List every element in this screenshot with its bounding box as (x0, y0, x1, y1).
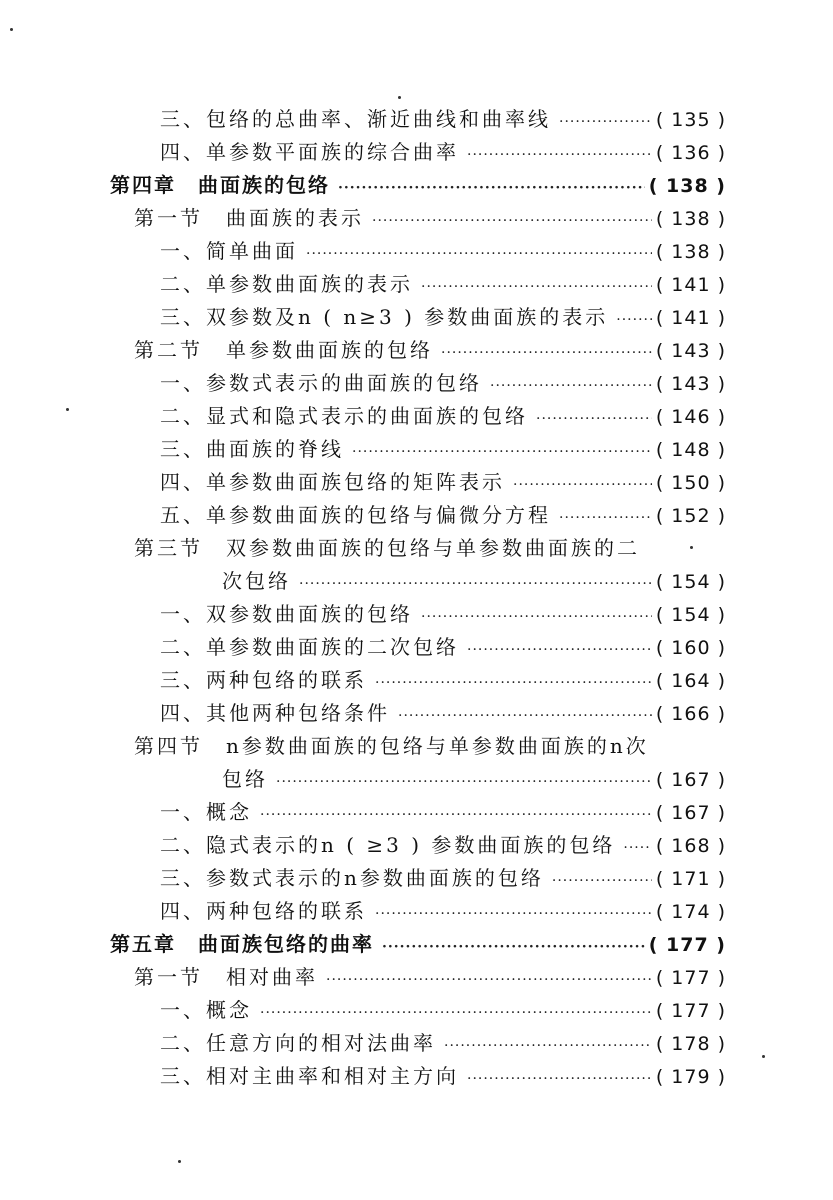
page-number: ( 178 ) (655, 1033, 726, 1055)
page-number: ( 167 ) (655, 769, 726, 791)
page-number: ( 152 ) (655, 505, 726, 527)
entry-title: 二、显式和隐式表示的曲面族的包络 (160, 404, 528, 428)
dot-leader (536, 406, 652, 432)
toc-entry (160, 1030, 726, 1059)
dot-leader (352, 439, 652, 465)
dot-leader (490, 373, 652, 399)
scan-speck (762, 1055, 765, 1058)
toc-entry (160, 139, 726, 168)
toc-section (134, 733, 726, 759)
page-number: ( 160 ) (655, 637, 726, 659)
dot-leader (276, 769, 652, 795)
entry-title: 三、曲面族的脊线 (160, 437, 344, 461)
dot-leader (467, 637, 652, 663)
page-number: ( 148 ) (655, 439, 726, 461)
entry-title: 一、概念 (160, 998, 252, 1022)
entry-title: 四、单参数曲面族包络的矩阵表示 (160, 470, 505, 494)
toc-entry (160, 271, 726, 300)
toc-entry (160, 667, 726, 696)
toc-entry (160, 700, 726, 729)
dot-leader (375, 901, 652, 927)
section-title: 次包络 (222, 569, 291, 593)
page-number: ( 150 ) (655, 472, 726, 494)
page-number: ( 143 ) (655, 340, 726, 362)
toc-section-continued (222, 568, 726, 597)
dot-leader (326, 967, 652, 993)
entry-title: 一、双参数曲面族的包络 (160, 602, 413, 626)
page-number: ( 171 ) (655, 868, 726, 890)
entry-title: 二、单参数曲面族的表示 (160, 272, 413, 296)
dot-leader (513, 472, 652, 498)
chapter-title: 第五章 曲面族包络的曲率 (110, 932, 374, 956)
page-number: ( 164 ) (655, 670, 726, 692)
dot-leader (398, 703, 652, 729)
toc-entry (160, 997, 726, 1026)
toc-entry (160, 370, 726, 399)
page-number: ( 154 ) (655, 571, 726, 593)
entry-title: 三、双参数及n ( n≥3 ) 参数曲面族的表示 (160, 305, 609, 329)
toc-entry (160, 436, 726, 465)
dot-leader (559, 109, 652, 135)
toc-entry (160, 634, 726, 663)
dot-leader (372, 208, 652, 234)
scan-speck (10, 28, 13, 31)
toc-entry (160, 799, 726, 828)
page-number: ( 146 ) (655, 406, 726, 428)
page-number: ( 135 ) (655, 109, 726, 131)
entry-title: 五、单参数曲面族的包络与偏微分方程 (160, 503, 551, 527)
entry-title: 四、单参数平面族的综合曲率 (160, 140, 459, 164)
page-number: ( 154 ) (655, 604, 726, 626)
toc-section (134, 205, 726, 234)
page-number: ( 177 ) (655, 967, 726, 989)
page-number: ( 141 ) (655, 274, 726, 296)
entry-title: 三、相对主曲率和相对主方向 (160, 1064, 459, 1088)
page-number: ( 177 ) (655, 1000, 726, 1022)
entry-title: 四、其他两种包络条件 (160, 701, 390, 725)
toc-entry (160, 1063, 726, 1092)
page-number: ( 136 ) (655, 142, 726, 164)
dot-leader (552, 868, 652, 894)
toc-entry (160, 865, 726, 894)
entry-title: 三、两种包络的联系 (160, 668, 367, 692)
toc-entry (160, 238, 726, 267)
entry-title: 一、参数式表示的曲面族的包络 (160, 371, 482, 395)
dot-leader (559, 505, 652, 531)
toc-entry (160, 502, 726, 531)
section-title: 第四节 n参数曲面族的包络与单参数曲面族的n次 (134, 734, 649, 758)
section-title: 第一节 曲面族的表示 (134, 206, 364, 230)
entry-title: 二、单参数曲面族的二次包络 (160, 635, 459, 659)
entry-title: 一、简单曲面 (160, 239, 298, 263)
toc-section (134, 535, 726, 561)
dot-leader (306, 241, 652, 267)
dot-leader (260, 1000, 652, 1026)
page-number: ( 174 ) (655, 901, 726, 923)
toc-entry (160, 304, 726, 333)
entry-title: 三、参数式表示的n参数曲面族的包络 (160, 866, 544, 890)
dot-leader (616, 307, 652, 333)
page-number: ( 138 ) (655, 208, 726, 230)
scan-speck (178, 1160, 181, 1163)
section-title: 第一节 相对曲率 (134, 965, 318, 989)
toc-entry (160, 403, 726, 432)
dot-leader (260, 802, 652, 828)
toc-entry (160, 106, 726, 135)
toc-section (134, 964, 726, 993)
page-number: ( 177 ) (648, 934, 726, 956)
dot-leader (444, 1033, 652, 1059)
page-number: ( 166 ) (655, 703, 726, 725)
entry-title: 四、两种包络的联系 (160, 899, 367, 923)
toc-entry (160, 601, 726, 630)
dot-leader (382, 934, 645, 960)
dot-leader (467, 1066, 652, 1092)
entry-title: 二、任意方向的相对法曲率 (160, 1031, 436, 1055)
page-number: ( 167 ) (655, 802, 726, 824)
chapter-title: 第四章 曲面族的包络 (110, 173, 330, 197)
dot-leader (421, 604, 652, 630)
scan-speck (398, 96, 401, 99)
entry-title: 二、隐式表示的n ( ≥3 ) 参数曲面族的包络 (160, 833, 616, 857)
section-title: 包络 (222, 767, 268, 791)
dot-leader (338, 175, 645, 201)
toc-entry (160, 832, 726, 861)
entry-title: 三、包络的总曲率、渐近曲线和曲率线 (160, 107, 551, 131)
toc-chapter (110, 931, 726, 960)
entry-title: 一、概念 (160, 800, 252, 824)
page-number: ( 179 ) (655, 1066, 726, 1088)
page-number: ( 168 ) (655, 835, 726, 857)
toc-section-continued (222, 766, 726, 795)
page-number: ( 138 ) (655, 241, 726, 263)
page-number: ( 141 ) (655, 307, 726, 329)
toc-chapter (110, 172, 726, 201)
dot-leader (421, 274, 652, 300)
dot-leader (467, 142, 652, 168)
dot-leader (299, 571, 652, 597)
dot-leader (623, 835, 651, 861)
scan-speck (690, 546, 693, 549)
toc-entry (160, 469, 726, 498)
page-number: ( 138 ) (648, 175, 726, 197)
toc-section (134, 337, 726, 366)
section-title: 第三节 双参数曲面族的包络与单参数曲面族的二 (134, 536, 640, 560)
scan-speck (66, 408, 69, 411)
dot-leader (375, 670, 652, 696)
page-number: ( 143 ) (655, 373, 726, 395)
section-title: 第二节 单参数曲面族的包络 (134, 338, 433, 362)
toc-entry (160, 898, 726, 927)
dot-leader (441, 340, 652, 366)
